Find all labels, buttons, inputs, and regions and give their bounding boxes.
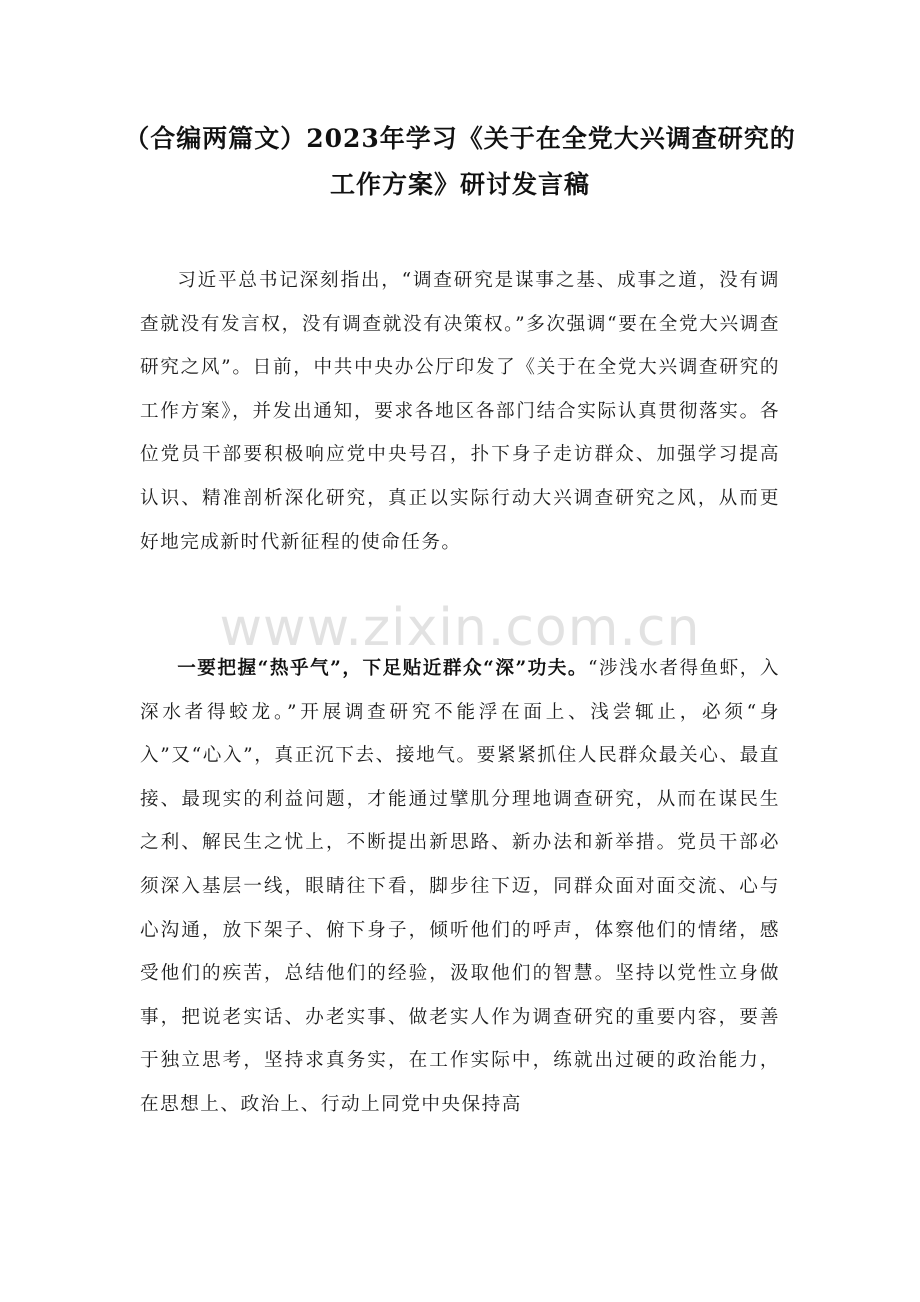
watermark: www.zixin.com.cn — [219, 598, 701, 658]
document-title: （合编两篇文）2023年学习《关于在全党大兴调查研究的工作方案》研讨发言稿 — [124, 124, 796, 199]
paragraph-intro-text: 习近平总书记深刻指出，“调查研究是谋事之基、成事之道，没有调查就没有发言权，没有调查就没有决策权。”多次强调“要在全党大兴调查研究之风”。日前，中共中央办公厅印发了《关于在全党大兴调查研究的工作方案》，并发出通知，要求各地区各部门结合实际认真贯彻落实。各位党员干部要积极响应党中央号召，扑下身子走访群众、加强学习提高认识、精准剖析深化研究，真正以实际行动大兴调查研究之风，从而更好地完成新时代新征程的使命任务。 — [140, 270, 780, 553]
paragraph-point-one — [140, 647, 780, 1127]
paragraph-intro — [140, 259, 780, 564]
paragraph-point-one-text: “涉浅水者得鱼虾，入深水者得蛟龙。”开展调查研究不能浮在面上、浅尝辄止，必须“身入”又“心入”，真正沉下去、接地气。要紧紧抓住人民群众最关心、最直接、最现实的利益问题，才能通过擘肌分理地调查研究，从而在谋民生之利、解民生之忧上，不断提出新思路、新办法和新举措。党员干部必须深入基层一线，眼睛往下看，脚步往下迈，同群众面对面交流、心与心沟通，放下架子、俯下身子，倾听他们的呼声，体察他们的情绪，感受他们的疾苦，总结他们的经验，汲取他们的智慧。坚持以党性立身做事，把说老实话、办老实事、做老实人作为调查研究的重要内容，要善于独立思考，坚持求真务实，在工作实际中，练就出过硬的政治能力，在思想上、政治上、行动上同党中央保持高 — [140, 658, 780, 1115]
paragraph-point-one-heading: 一要把握“热乎气”，下足贴近群众“深”功夫。 — [177, 658, 588, 679]
